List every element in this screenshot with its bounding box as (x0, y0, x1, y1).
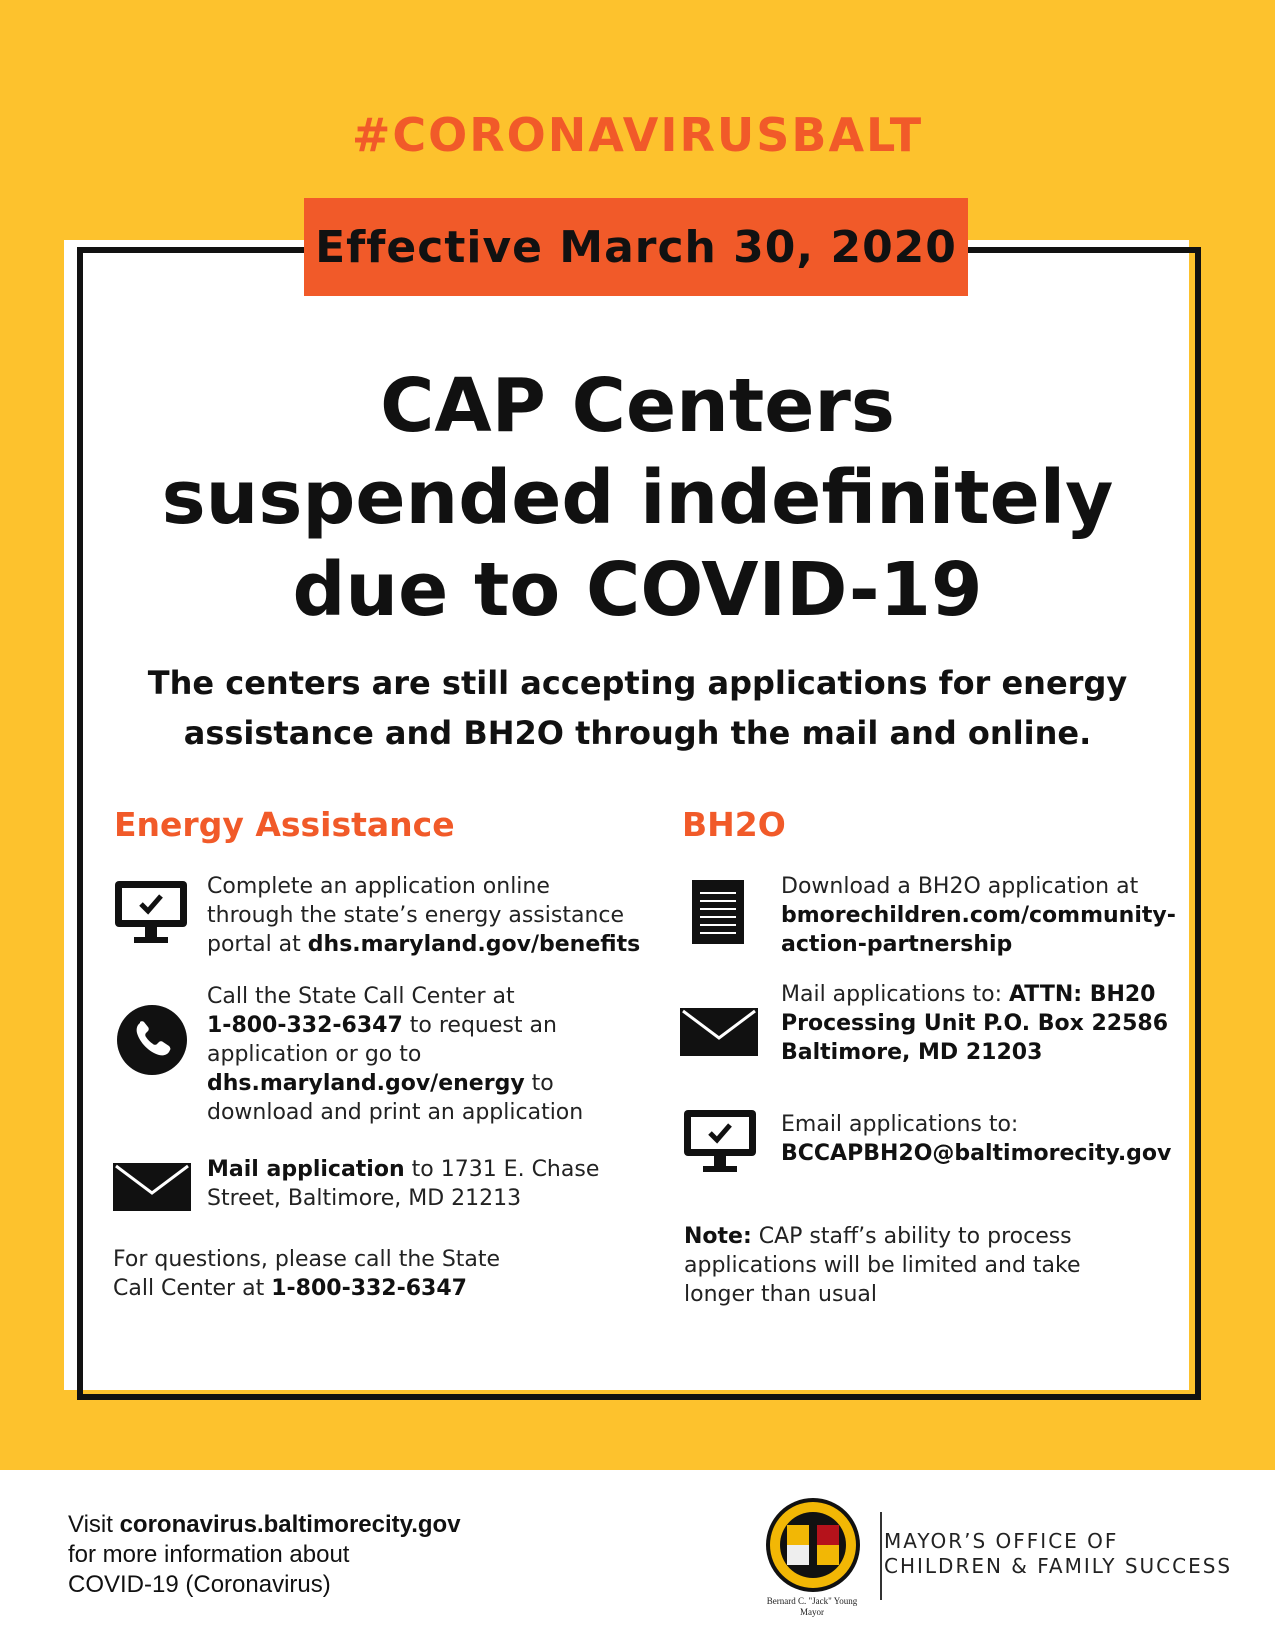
envelope-icon (113, 1163, 191, 1211)
bh2o-download-text: Download a BH2O application at bmorechildren.com/community- action-partnership (781, 874, 1176, 957)
bh2o-note-text: Note: CAP staff’s ability to process applications will be limited and take longer than usual (684, 1224, 1081, 1307)
monitor-check-icon (114, 880, 188, 946)
effective-date-banner: Effective March 30, 2020 (304, 198, 968, 296)
hashtag-heading: #CORONAVIRUSBALT (351, 108, 924, 162)
phone-icon (116, 1004, 188, 1076)
monitor-check-icon (683, 1109, 757, 1175)
bmorechildren-link[interactable]: bmorechildren.com/community- (781, 903, 1176, 928)
energy-online-text: Complete an application online through the state’s energy assistance portal at dhs.maryland.gov/benefits (207, 874, 641, 957)
headline-line-2: suspended indefinitely (161, 455, 1114, 541)
coronavirus-site-link[interactable]: coronavirus.baltimorecity.gov (119, 1511, 461, 1538)
energy-questions-text: For questions, please call the State Call Center at 1-800-332-6347 (113, 1247, 501, 1301)
footer-divider (880, 1512, 882, 1600)
mayor-caption: Bernard C. "Jack" Young Mayor (766, 1596, 858, 1617)
headline-line-1: CAP Centers (380, 363, 895, 449)
mayors-office-logo-text: MAYOR’S OFFICE OF CHILDREN & FAMILY SUCCESS (884, 1529, 1233, 1578)
subheading-line-2: assistance and BH2O through the mail and online. (183, 714, 1092, 752)
headline-line-3: due to COVID-19 (292, 547, 983, 633)
subheading (90, 658, 1185, 758)
energy-portal-link[interactable]: dhs.maryland.gov/energy (207, 1071, 525, 1096)
benefits-portal-link[interactable]: dhs.maryland.gov/benefits (307, 932, 641, 957)
headline (90, 360, 1185, 636)
call-center-phone[interactable]: 1-800-332-6347 (207, 1013, 403, 1038)
bmorechildren-link-cont[interactable]: action-partnership (781, 932, 1013, 957)
footer-visit-text: Visit coronavirus.baltimorecity.gov for more information about COVID-19 (Coronavirus) (68, 1511, 461, 1598)
bh2o-email-text: Email applications to: BCCAPBH2O@baltimorecity.gov (781, 1112, 1172, 1166)
energy-assistance-title: Energy Assistance (114, 805, 455, 844)
questions-phone[interactable]: 1-800-332-6347 (271, 1276, 467, 1301)
bh2o-mail-text: Mail applications to: ATTN: BH20 Processing Unit P.O. Box 22586 Baltimore, MD 21203 (781, 982, 1169, 1065)
energy-phone-text: Call the State Call Center at 1-800-332-6347 to request an application or go to dhs.maryland.gov/energy to download and print an application (207, 984, 584, 1125)
envelope-icon (680, 1008, 758, 1056)
bh2o-email-link[interactable]: BCCAPBH2O@baltimorecity.gov (781, 1141, 1172, 1166)
subheading-line-1: The centers are still accepting applications for energy (147, 664, 1128, 702)
city-seal-logo (765, 1497, 861, 1593)
bh2o-title: BH2O (682, 805, 786, 844)
document-icon (692, 880, 744, 944)
energy-mail-text: Mail application to 1731 E. Chase Street, Baltimore, MD 21213 (207, 1157, 600, 1211)
